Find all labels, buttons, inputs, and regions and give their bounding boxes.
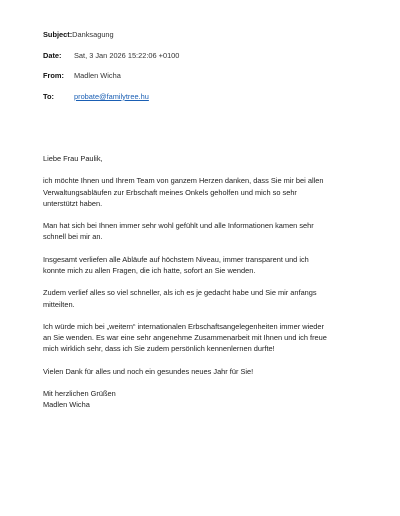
closing-signature: Mit herzlichen Grüßen Madlen Wicha — [43, 389, 116, 410]
body-paragraph-1: ich möchte Ihnen und Ihrem Team von ganzem Herzen danken, dass Sie mir bei allen Verwaltungsabläufen zur Erbschaft meines Onkels geholfen und mich so sehr unterstützt haben. — [43, 176, 324, 208]
from-value: Madlen Wicha — [74, 71, 121, 81]
to-label: To: — [43, 91, 54, 101]
body-paragraph-4: Zudem verlief alles so viel schneller, als ich es je gedacht habe und Sie mir anfangs mitteilten. — [43, 288, 317, 309]
subject-row — [43, 29, 383, 40]
subject-label: Subject: — [43, 30, 73, 39]
from-label: From: — [43, 71, 64, 81]
greeting: Liebe Frau Paulik, — [43, 154, 103, 163]
from-row — [43, 70, 383, 81]
date-label: Date: — [43, 50, 62, 60]
to-row — [43, 91, 383, 102]
email-body — [43, 153, 365, 411]
body-paragraph-2: Man hat sich bei Ihnen immer sehr wohl gefühlt und alle Informationen kamen sehr schnell bei mir an. — [43, 221, 314, 242]
body-paragraph-3: Insgesamt verliefen alle Abläufe auf höchstem Niveau, immer transparent und ich konnte mich zu allen Fragen, die ich hatte, sofort an Sie wenden. — [43, 254, 309, 275]
body-paragraph-6: Vielen Dank für alles und noch ein gesundes neues Jahr für Sie! — [43, 366, 254, 376]
body-paragraph-5: Ich würde mich bei „weitern“ internationalen Erbschaftsangelegenheiten immer wieder an Sie wenden. Es war eine sehr angenehme Zusammenarbeit mit Ihnen und ich freue mich wirklich sehr, dass ich Sie zudem persönlich kennenlernen durfte! — [43, 321, 327, 354]
email-headers — [43, 29, 383, 111]
subject-value: Danksagung — [72, 30, 114, 39]
to-email-link[interactable]: probate@familytree.hu — [74, 91, 149, 101]
date-value: Sat, 3 Jan 2026 15:22:06 +0100 — [74, 50, 180, 60]
date-row — [43, 50, 383, 61]
